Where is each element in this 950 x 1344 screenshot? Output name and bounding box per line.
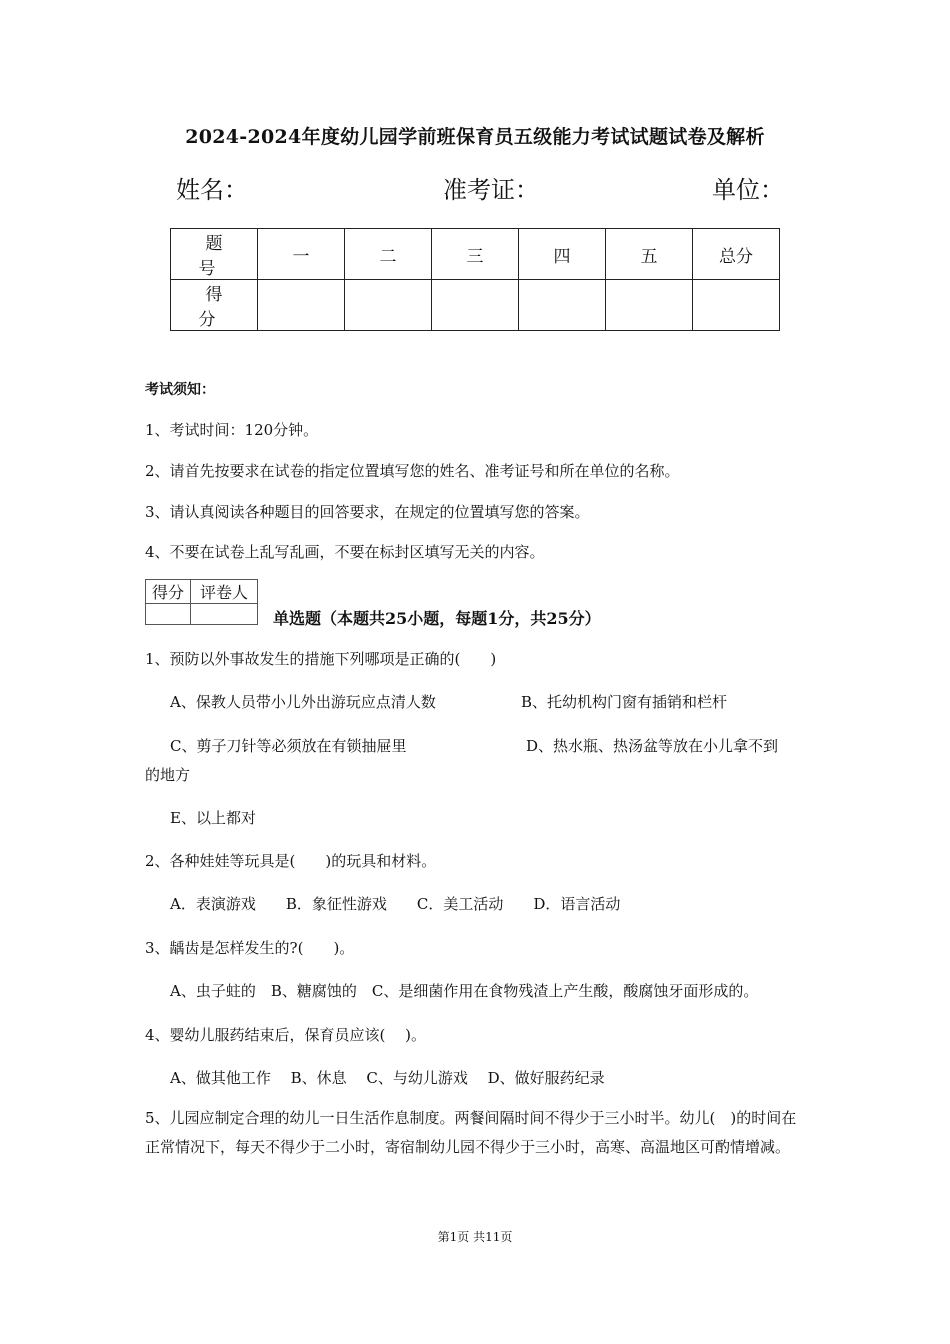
grader-box bbox=[145, 579, 258, 625]
q1-option-d: D、热水瓶、热汤盆等放在小儿拿不到 bbox=[526, 737, 779, 755]
q1-option-b: B、托幼机构门窗有插销和栏杆 bbox=[521, 693, 728, 711]
score-cell-5[interactable] bbox=[606, 280, 693, 331]
q2-stem: 2、各种娃娃等玩具是( )的玩具和材料。 bbox=[145, 852, 437, 870]
score-cell-4[interactable] bbox=[519, 280, 606, 331]
score-table-score-row bbox=[171, 280, 780, 331]
section-title: 单选题（本题共25小题，每题1分，共25分） bbox=[273, 609, 601, 628]
score-cell-1[interactable] bbox=[258, 280, 345, 331]
score-cell-total[interactable] bbox=[693, 280, 780, 331]
score-table-col-total: 总分 bbox=[693, 229, 780, 280]
notice-heading: 考试须知： bbox=[145, 382, 215, 398]
q1-option-d-cont: 的地方 bbox=[145, 766, 191, 784]
page-footer: 第1页 共11页 bbox=[437, 1230, 513, 1244]
score-table-col-5: 五 bbox=[606, 229, 693, 280]
q4-options: A、做其他工作 B、休息 C、与幼儿游戏 D、做好服药纪录 bbox=[170, 1069, 605, 1087]
score-cell-3[interactable] bbox=[432, 280, 519, 331]
score-table-col-3: 三 bbox=[432, 229, 519, 280]
name-label: 姓名： bbox=[176, 176, 248, 204]
q1-option-e: E、以上都对 bbox=[170, 809, 256, 827]
notice-item-3: 3、请认真阅读各种题目的回答要求，在规定的位置填写您的答案。 bbox=[145, 503, 590, 521]
unit-label: 单位： bbox=[712, 176, 784, 204]
q1-option-a: A、保教人员带小儿外出游玩应点清人数 bbox=[170, 693, 436, 711]
q1-stem: 1、预防以外事故发生的措施下列哪项是正确的( ) bbox=[145, 650, 497, 668]
score-table-col-2: 二 bbox=[345, 229, 432, 280]
notice-item-1: 1、考试时间：120分钟。 bbox=[145, 421, 319, 439]
grader-reviewer-label: 评卷人 bbox=[191, 580, 258, 604]
score-table-col-4: 四 bbox=[519, 229, 606, 280]
q3-options: A、虫子蛀的 B、糖腐蚀的 C、是细菌作用在食物残渣上产生酸，酸腐蚀牙面形成的。 bbox=[170, 982, 759, 1000]
notice-item-2: 2、请首先按要求在试卷的指定位置填写您的姓名、准考证号和所在单位的名称。 bbox=[145, 462, 680, 480]
score-cell-2[interactable] bbox=[345, 280, 432, 331]
grader-score-label: 得分 bbox=[146, 580, 191, 604]
score-table-col-1: 一 bbox=[258, 229, 345, 280]
score-table-label-score: 得 分 bbox=[171, 280, 258, 331]
exam-id-label: 准考证： bbox=[443, 176, 539, 204]
q3-stem: 3、龋齿是怎样发生的?( )。 bbox=[145, 939, 355, 957]
q5-text: 5、儿园应制定合理的幼儿一日生活作息制度。两餐间隔时间不得少于三小时半。幼儿( )的时间在正常情况下，每天不得少于二小时，寄宿制幼儿园不得少于三小时，高寒、高温地区可酌情增减。 bbox=[145, 1109, 797, 1156]
q4-stem: 4、婴幼儿服药结束后，保育员应该( )。 bbox=[145, 1026, 427, 1044]
notice-item-4: 4、不要在试卷上乱写乱画，不要在标封区填写无关的内容。 bbox=[145, 543, 545, 561]
grader-score-cell[interactable] bbox=[146, 604, 191, 625]
q2-options: A．表演游戏 B．象征性游戏 C．美工活动 D．语言活动 bbox=[170, 895, 621, 913]
grader-reviewer-cell[interactable] bbox=[191, 604, 258, 625]
q1-option-c: C、剪子刀针等必须放在有锁抽屉里 bbox=[170, 737, 407, 755]
score-table-header-row bbox=[171, 229, 780, 280]
score-table bbox=[170, 228, 780, 331]
score-table-label-question: 题 号 bbox=[171, 229, 258, 280]
exam-title: 2024-2024年度幼儿园学前班保育员五级能力考试试题试卷及解析 bbox=[185, 126, 765, 148]
